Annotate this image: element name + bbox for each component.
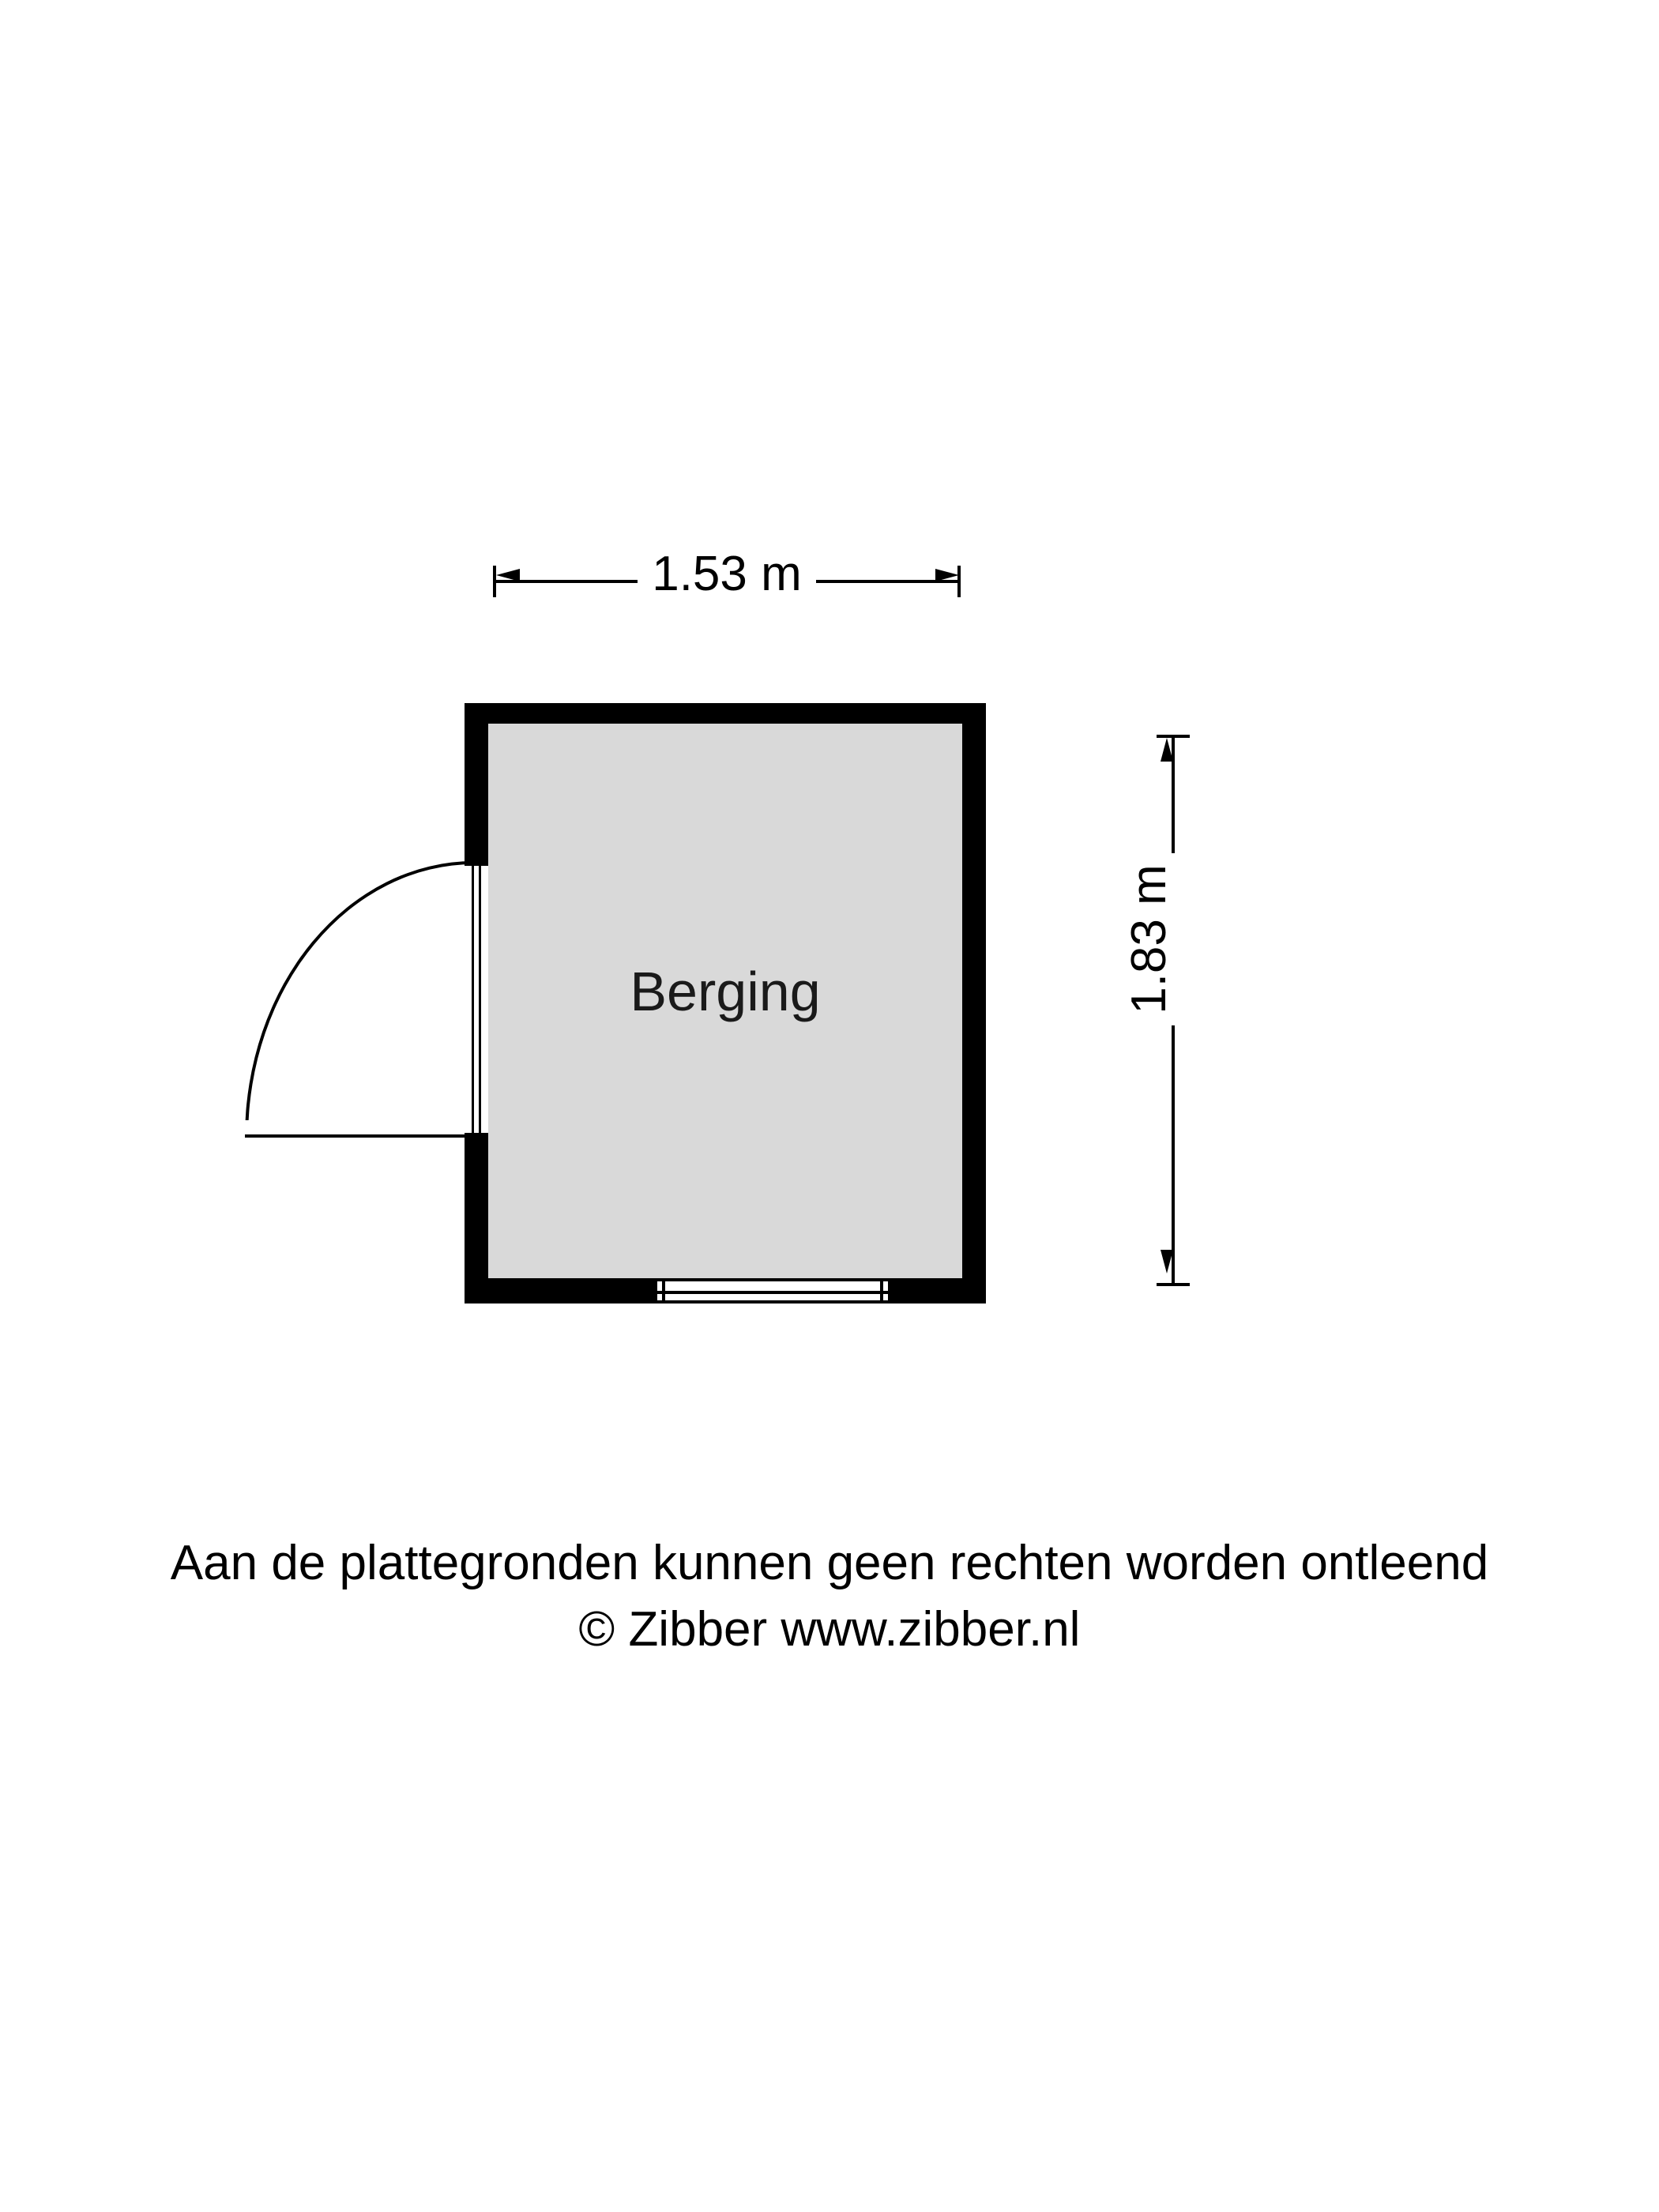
window-bottom-wall	[654, 1278, 891, 1304]
dimension-width-arrow-right-icon	[935, 569, 959, 581]
dimension-height-end-cap-bottom	[1157, 1283, 1190, 1286]
footer	[0, 1533, 1659, 1661]
dimension-height-arrow-top-icon	[1161, 738, 1173, 762]
dimension-width-label-wrap	[577, 547, 877, 601]
door-leaf-open	[245, 1120, 474, 1138]
room-label-berging: Berging	[630, 961, 821, 1022]
dimension-width	[474, 545, 980, 616]
room-walls	[465, 703, 986, 1304]
dimension-height	[1122, 727, 1224, 1296]
footer-copyright: © Zibber www.zibber.nl	[578, 1602, 1081, 1657]
footer-disclaimer: Aan de plattegronden kunnen geen rechten worden ontleend	[170, 1536, 1489, 1590]
window-sash-right	[880, 1281, 883, 1300]
dimension-height-label: 1.83 m	[1119, 853, 1180, 1025]
dimension-height-arrow-bottom-icon	[1161, 1250, 1173, 1273]
window-mullion	[657, 1291, 888, 1294]
door-frame-left-wall	[472, 866, 481, 1133]
window-sash-left	[662, 1281, 665, 1300]
door-swing-arc	[245, 861, 474, 1138]
dimension-width-arrow-left-icon	[496, 569, 520, 581]
dimension-width-label: 1.53 m	[638, 550, 816, 599]
dimension-height-label-wrap	[1119, 817, 1180, 1062]
